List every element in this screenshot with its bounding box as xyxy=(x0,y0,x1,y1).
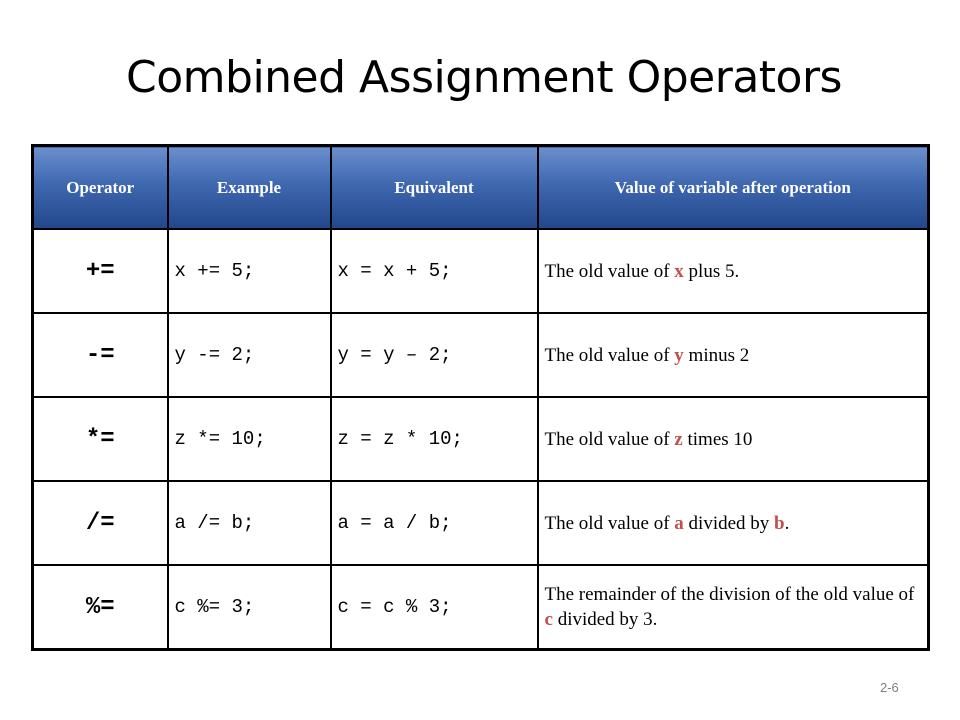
description-cell xyxy=(538,565,929,650)
desc-text: The remainder of the division of the old value of xyxy=(544,584,915,605)
variable-name: y xyxy=(674,344,684,366)
operator-cell: -= xyxy=(33,313,168,397)
example-cell: z *= 10; xyxy=(168,397,331,481)
table-row xyxy=(33,565,929,650)
desc-text: The old value of xyxy=(544,512,675,534)
example-cell: x += 5; xyxy=(168,229,331,313)
equivalent-cell: z = z * 10; xyxy=(331,397,538,481)
desc-text: The old value of xyxy=(544,428,675,450)
equivalent-cell: c = c % 3; xyxy=(331,565,538,650)
description-cell xyxy=(538,229,929,313)
header-operator: Operator xyxy=(33,146,168,230)
table-header-row xyxy=(33,146,929,230)
desc-text: The old value of xyxy=(544,344,675,366)
variable-name: c xyxy=(544,609,553,630)
example-cell: a /= b; xyxy=(168,481,331,565)
desc-text: divided by 3. xyxy=(552,609,658,630)
operators-table xyxy=(31,144,930,651)
operator-cell: /= xyxy=(33,481,168,565)
equivalent-cell: x = x + 5; xyxy=(331,229,538,313)
table-row xyxy=(33,481,929,565)
description-cell xyxy=(538,397,929,481)
example-cell: y -= 2; xyxy=(168,313,331,397)
slide-title: Combined Assignment Operators xyxy=(126,52,842,103)
header-example: Example xyxy=(168,146,331,230)
operator-cell: += xyxy=(33,229,168,313)
variable-name: b xyxy=(774,512,785,534)
example-cell: c %= 3; xyxy=(168,565,331,650)
table-row xyxy=(33,229,929,313)
operator-cell: %= xyxy=(33,565,168,650)
description-cell xyxy=(538,313,929,397)
desc-text: plus 5. xyxy=(683,260,740,282)
table-row xyxy=(33,397,929,481)
table-row xyxy=(33,313,929,397)
desc-text: times 10 xyxy=(682,428,753,450)
page-number: 2-6 xyxy=(880,680,899,695)
desc-text: . xyxy=(784,512,790,534)
description-cell xyxy=(538,481,929,565)
variable-name: z xyxy=(674,428,683,450)
operator-cell: *= xyxy=(33,397,168,481)
desc-text: divided by xyxy=(683,512,775,534)
variable-name: x xyxy=(674,260,684,282)
variable-name: a xyxy=(674,512,684,534)
header-value-after: Value of variable after operation xyxy=(538,146,929,230)
equivalent-cell: y = y – 2; xyxy=(331,313,538,397)
desc-text: The old value of xyxy=(544,260,675,282)
desc-text: minus 2 xyxy=(683,344,750,366)
equivalent-cell: a = a / b; xyxy=(331,481,538,565)
header-equivalent: Equivalent xyxy=(331,146,538,230)
